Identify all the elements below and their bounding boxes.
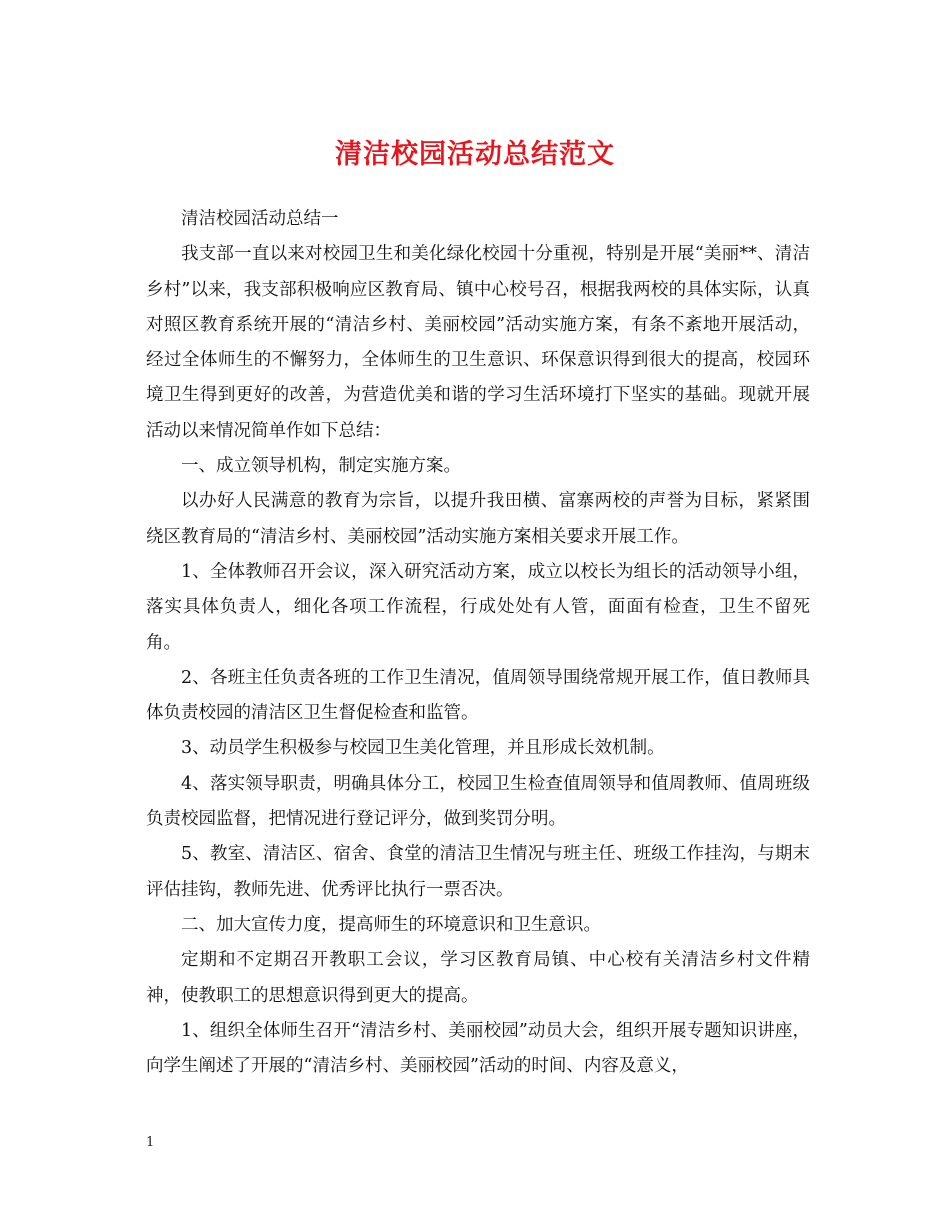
paragraph: 以办好人民满意的教育为宗旨，以提升我田横、富寨两校的声誉为目标，紧紧围绕区教育局的“清洁乡村、美丽校园”活动实施方案相关要求开展工作。 [146,491,810,547]
paragraph-heading-2: 二、加大宣传力度，提高师生的环境意识和卫生意识。 [181,914,601,935]
paragraph-list-item: 4、落实领导职责，明确具体分工，校园卫生检查值周领导和值周教师、值周班级负责校园监督，把情况进行登记评分，做到奖罚分明。 [146,773,810,830]
paragraph-list-item: 3、动员学生积极参与校园卫生美化管理，并且形成长效机制。 [181,738,665,759]
paragraph-list-item: 5、教室、清洁区、宿舍、食堂的清洁卫生情况与班主任、班级工作挂沟，与期末评估挂钩，教师先进、优秀评比执行一票否决。 [146,844,810,900]
document-body [146,202,810,1084]
paragraph: 定期和不定期召开教职工会议，学习区教育局镇、中心校有关清洁乡村文件精神，使教职工的思想意识得到更大的提高。 [146,950,810,1006]
paragraph-list-item: 2、各班主任负责各班的工作卫生清况，值周领导围绕常规开展工作，值日教师具体负责校园的清洁区卫生督促检查和监管。 [146,667,810,724]
paragraph-list-item: 1、组织全体师生召开“清洁乡村、美丽校园”动员大会，组织开展专题知识讲座，向学生阐述了开展的“清洁乡村、美丽校园”活动的时间、内容及意义， [146,1020,810,1077]
paragraph: 我支部一直以来对校园卫生和美化绿化校园十分重视，特别是开展“美丽**、清洁乡村”以来，我支部积极响应区教育局、镇中心校号召，根据我两校的具体实际，认真对照区教育系统开展的“清洁乡村、美丽校园”活动实施方案，有条不紊地开展活动，经过全体师生的不懈努力，全体师生的卫生意识、环保意识得到很大的提高，校园环境卫生得到更好的改善，为营造优美和谐的学习生活环境打下坚实的基础。现就开展活动以来情况简单作如下总结： [146,244,810,441]
page-number: 1 [146,1135,155,1150]
paragraph-section-heading: 清洁校园活动总结一 [181,209,339,229]
paragraph-heading-1: 一、成立领导机构，制定实施方案。 [181,456,461,477]
document-title: 清洁校园活动总结范文 [335,139,615,170]
paragraph-list-item: 1、全体教师召开会议，深入研究活动方案，成立以校长为组长的活动领导小组，落实具体负责人，细化各项工作流程，行成处处有人管，面面有检查，卫生不留死角。 [146,561,810,653]
